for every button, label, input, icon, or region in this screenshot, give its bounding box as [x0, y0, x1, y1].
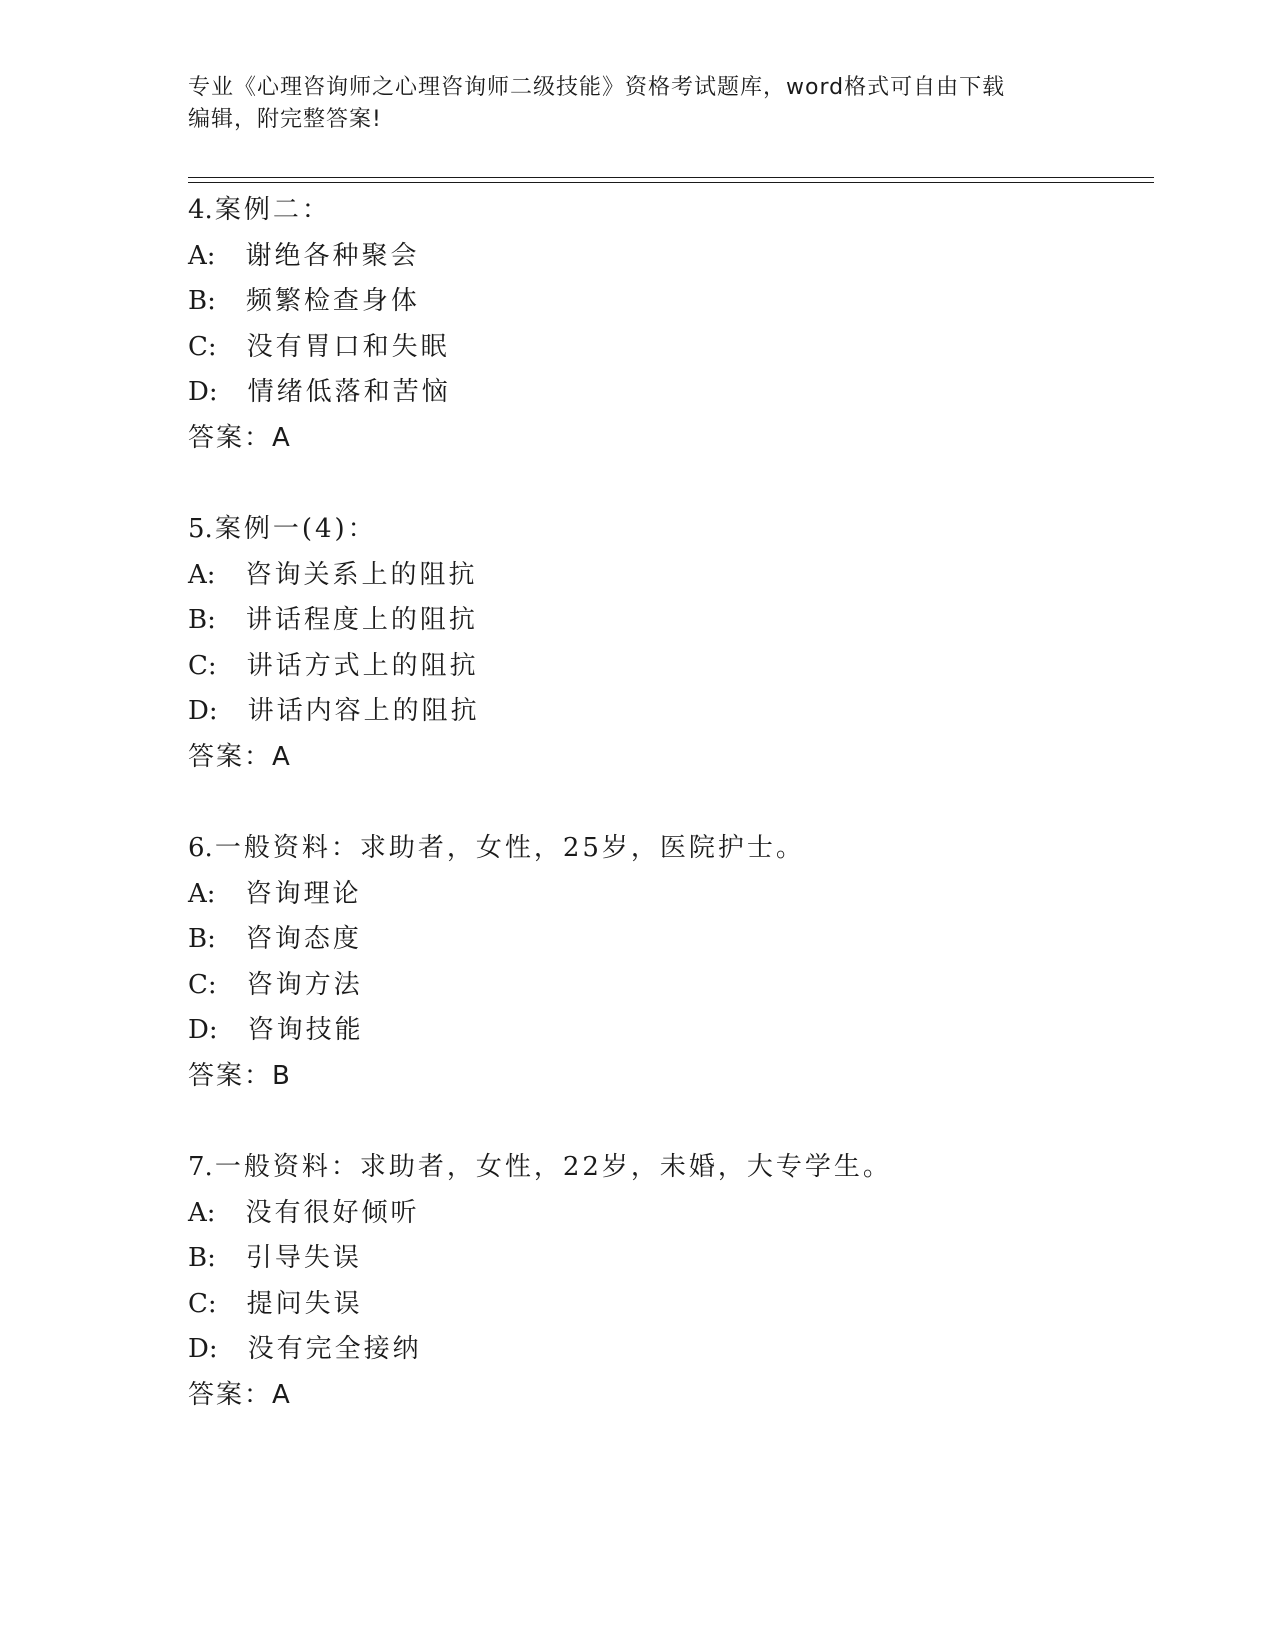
option-d: [188, 689, 1148, 735]
question-6: [188, 826, 1148, 1099]
option-text: 没有完全接纳: [247, 1334, 422, 1364]
option-a: [188, 553, 1148, 599]
option-a: [188, 872, 1148, 918]
question-stem: [188, 188, 1148, 234]
question-4: [188, 188, 1148, 461]
header-divider-top: [188, 177, 1154, 178]
option-text: 谢绝各种聚会: [245, 240, 420, 271]
option-letter: B:: [188, 1243, 216, 1273]
answer-line: 答案：A: [188, 1379, 292, 1410]
option-text: 提问失误: [246, 1288, 363, 1319]
option-b: [188, 917, 1148, 963]
option-c: [188, 1282, 1148, 1328]
option-text: 没有胃口和失眠: [246, 331, 450, 362]
option-c: [188, 963, 1148, 1009]
option-letter: C:: [188, 331, 217, 362]
question-stem: [188, 507, 1148, 553]
question-text: 一般资料：求助者，女性，25岁，医院护士。: [214, 833, 805, 863]
header-line-2: 编辑，附完整答案!: [188, 107, 382, 132]
option-letter: B:: [188, 605, 216, 635]
option-d: [188, 370, 1148, 416]
answer-line: 答案：A: [188, 741, 292, 772]
option-a: [188, 1191, 1148, 1237]
option-letter: A:: [188, 878, 216, 909]
header-line-1: 专业《心理咨询师之心理咨询师二级技能》资格考试题库，word格式可自由下载: [188, 75, 1006, 100]
question-list: [188, 188, 1148, 1464]
option-b: [188, 279, 1148, 325]
option-text: 没有很好倾听: [245, 1197, 420, 1228]
option-text: 咨询方法: [246, 969, 363, 1000]
option-text: 咨询技能: [247, 1015, 364, 1045]
question-stem: [188, 1145, 1148, 1191]
option-text: 讲话方式上的阻抗: [246, 650, 479, 681]
answer-line: 答案：B: [188, 1060, 292, 1091]
option-d: [188, 1327, 1148, 1373]
answer-line: 答案：A: [188, 422, 292, 453]
option-b: [188, 1236, 1148, 1282]
header-divider-bottom: [188, 182, 1154, 183]
option-d: [188, 1008, 1148, 1054]
option-text: 讲话程度上的阻抗: [245, 605, 478, 635]
question-number: 5.: [188, 514, 213, 544]
option-c: [188, 325, 1148, 371]
question-text: 案例一(4)：: [214, 514, 377, 544]
option-text: 引导失误: [245, 1243, 362, 1273]
question-stem: [188, 826, 1148, 872]
option-text: 讲话内容上的阻抗: [247, 696, 480, 726]
question-7: [188, 1145, 1148, 1418]
option-letter: B:: [188, 924, 216, 954]
question-number: 7.: [188, 1152, 213, 1182]
option-text: 情绪低落和苦恼: [247, 377, 451, 407]
option-b: [188, 598, 1148, 644]
question-number: 4.: [188, 195, 213, 225]
option-letter: D:: [188, 377, 218, 407]
question-number: 6.: [188, 833, 213, 863]
option-letter: C:: [188, 1288, 217, 1319]
option-c: [188, 644, 1148, 690]
option-letter: A:: [188, 1197, 216, 1228]
option-letter: C:: [188, 969, 217, 1000]
question-5: [188, 507, 1148, 780]
document-header: [188, 72, 1088, 136]
option-text: 咨询关系上的阻抗: [245, 559, 478, 590]
option-letter: A:: [188, 559, 216, 590]
option-letter: C:: [188, 650, 217, 681]
option-letter: B:: [188, 286, 216, 316]
option-text: 咨询理论: [245, 878, 362, 909]
question-text: 案例二：: [214, 195, 331, 225]
option-a: [188, 234, 1148, 280]
option-letter: D:: [188, 696, 218, 726]
option-text: 咨询态度: [245, 924, 362, 954]
option-text: 频繁检查身体: [245, 286, 420, 316]
option-letter: D:: [188, 1334, 218, 1364]
question-text: 一般资料：求助者，女性，22岁，未婚，大专学生。: [214, 1152, 892, 1182]
option-letter: A:: [188, 240, 216, 271]
option-letter: D:: [188, 1015, 218, 1045]
